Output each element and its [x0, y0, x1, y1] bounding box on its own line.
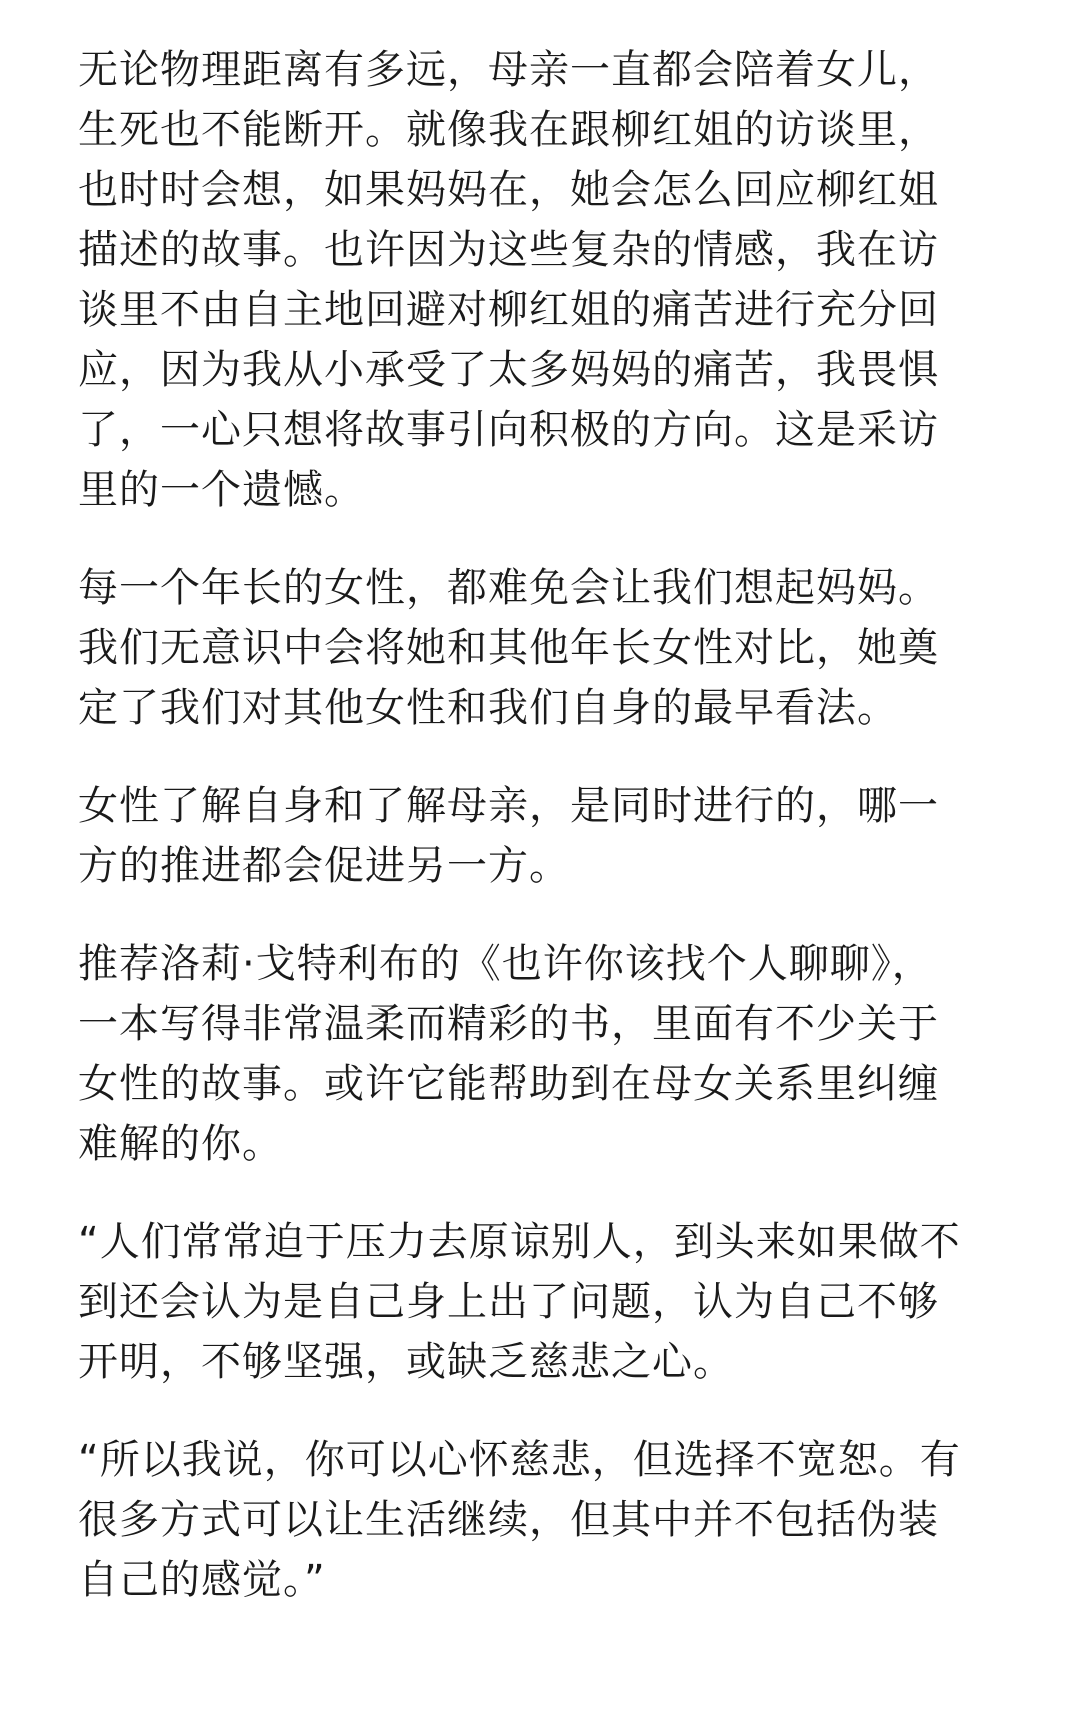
paragraph-4: 推荐洛莉·戈特利布的《也许你该找个人聊聊》， 一本写得非常温柔而精彩的书，里面有不少关于 女性的故事。或许它能帮助到在母女关系里纠缠 难解的你。	[78, 941, 939, 1167]
paragraph-2: 每一个年长的女性，都难免会让我们想起妈妈。 我们无意识中会将她和其他年长女性对比，她奠 定了我们对其他女性和我们自身的最早看法。	[78, 565, 939, 731]
article-body	[78, 40, 978, 1648]
paragraph-1: 无论物理距离有多远，母亲一直都会陪着女儿， 生死也不能断开。就像我在跟柳红姐的访谈里， 也时时会想，如果妈妈在，她会怎么回应柳红姐 描述的故事。也许因为这些复杂的情感，我在访 谈里不由自主地回避对柳红姐的痛苦进行充分回 应，因为我从小承受了太多妈妈的痛苦，我畏惧 了，一心只想将故事引向积极的方向。这是采访 里的一个遗憾。	[78, 47, 939, 513]
paragraph-6-quote: “所以我说，你可以心怀慈悲，但选择不宽恕。有 很多方式可以让生活继续，但其中并不包括伪装 自己的感觉。”	[78, 1437, 961, 1603]
paragraph-5-quote: “人们常常迫于压力去原谅别人，到头来如果做不 到还会认为是自己身上出了问题，认为自己不够 开明，不够坚强，或缺乏慈悲之心。	[78, 1219, 961, 1385]
paragraph-3: 女性了解自身和了解母亲，是同时进行的，哪一 方的推进都会促进另一方。	[78, 783, 939, 889]
